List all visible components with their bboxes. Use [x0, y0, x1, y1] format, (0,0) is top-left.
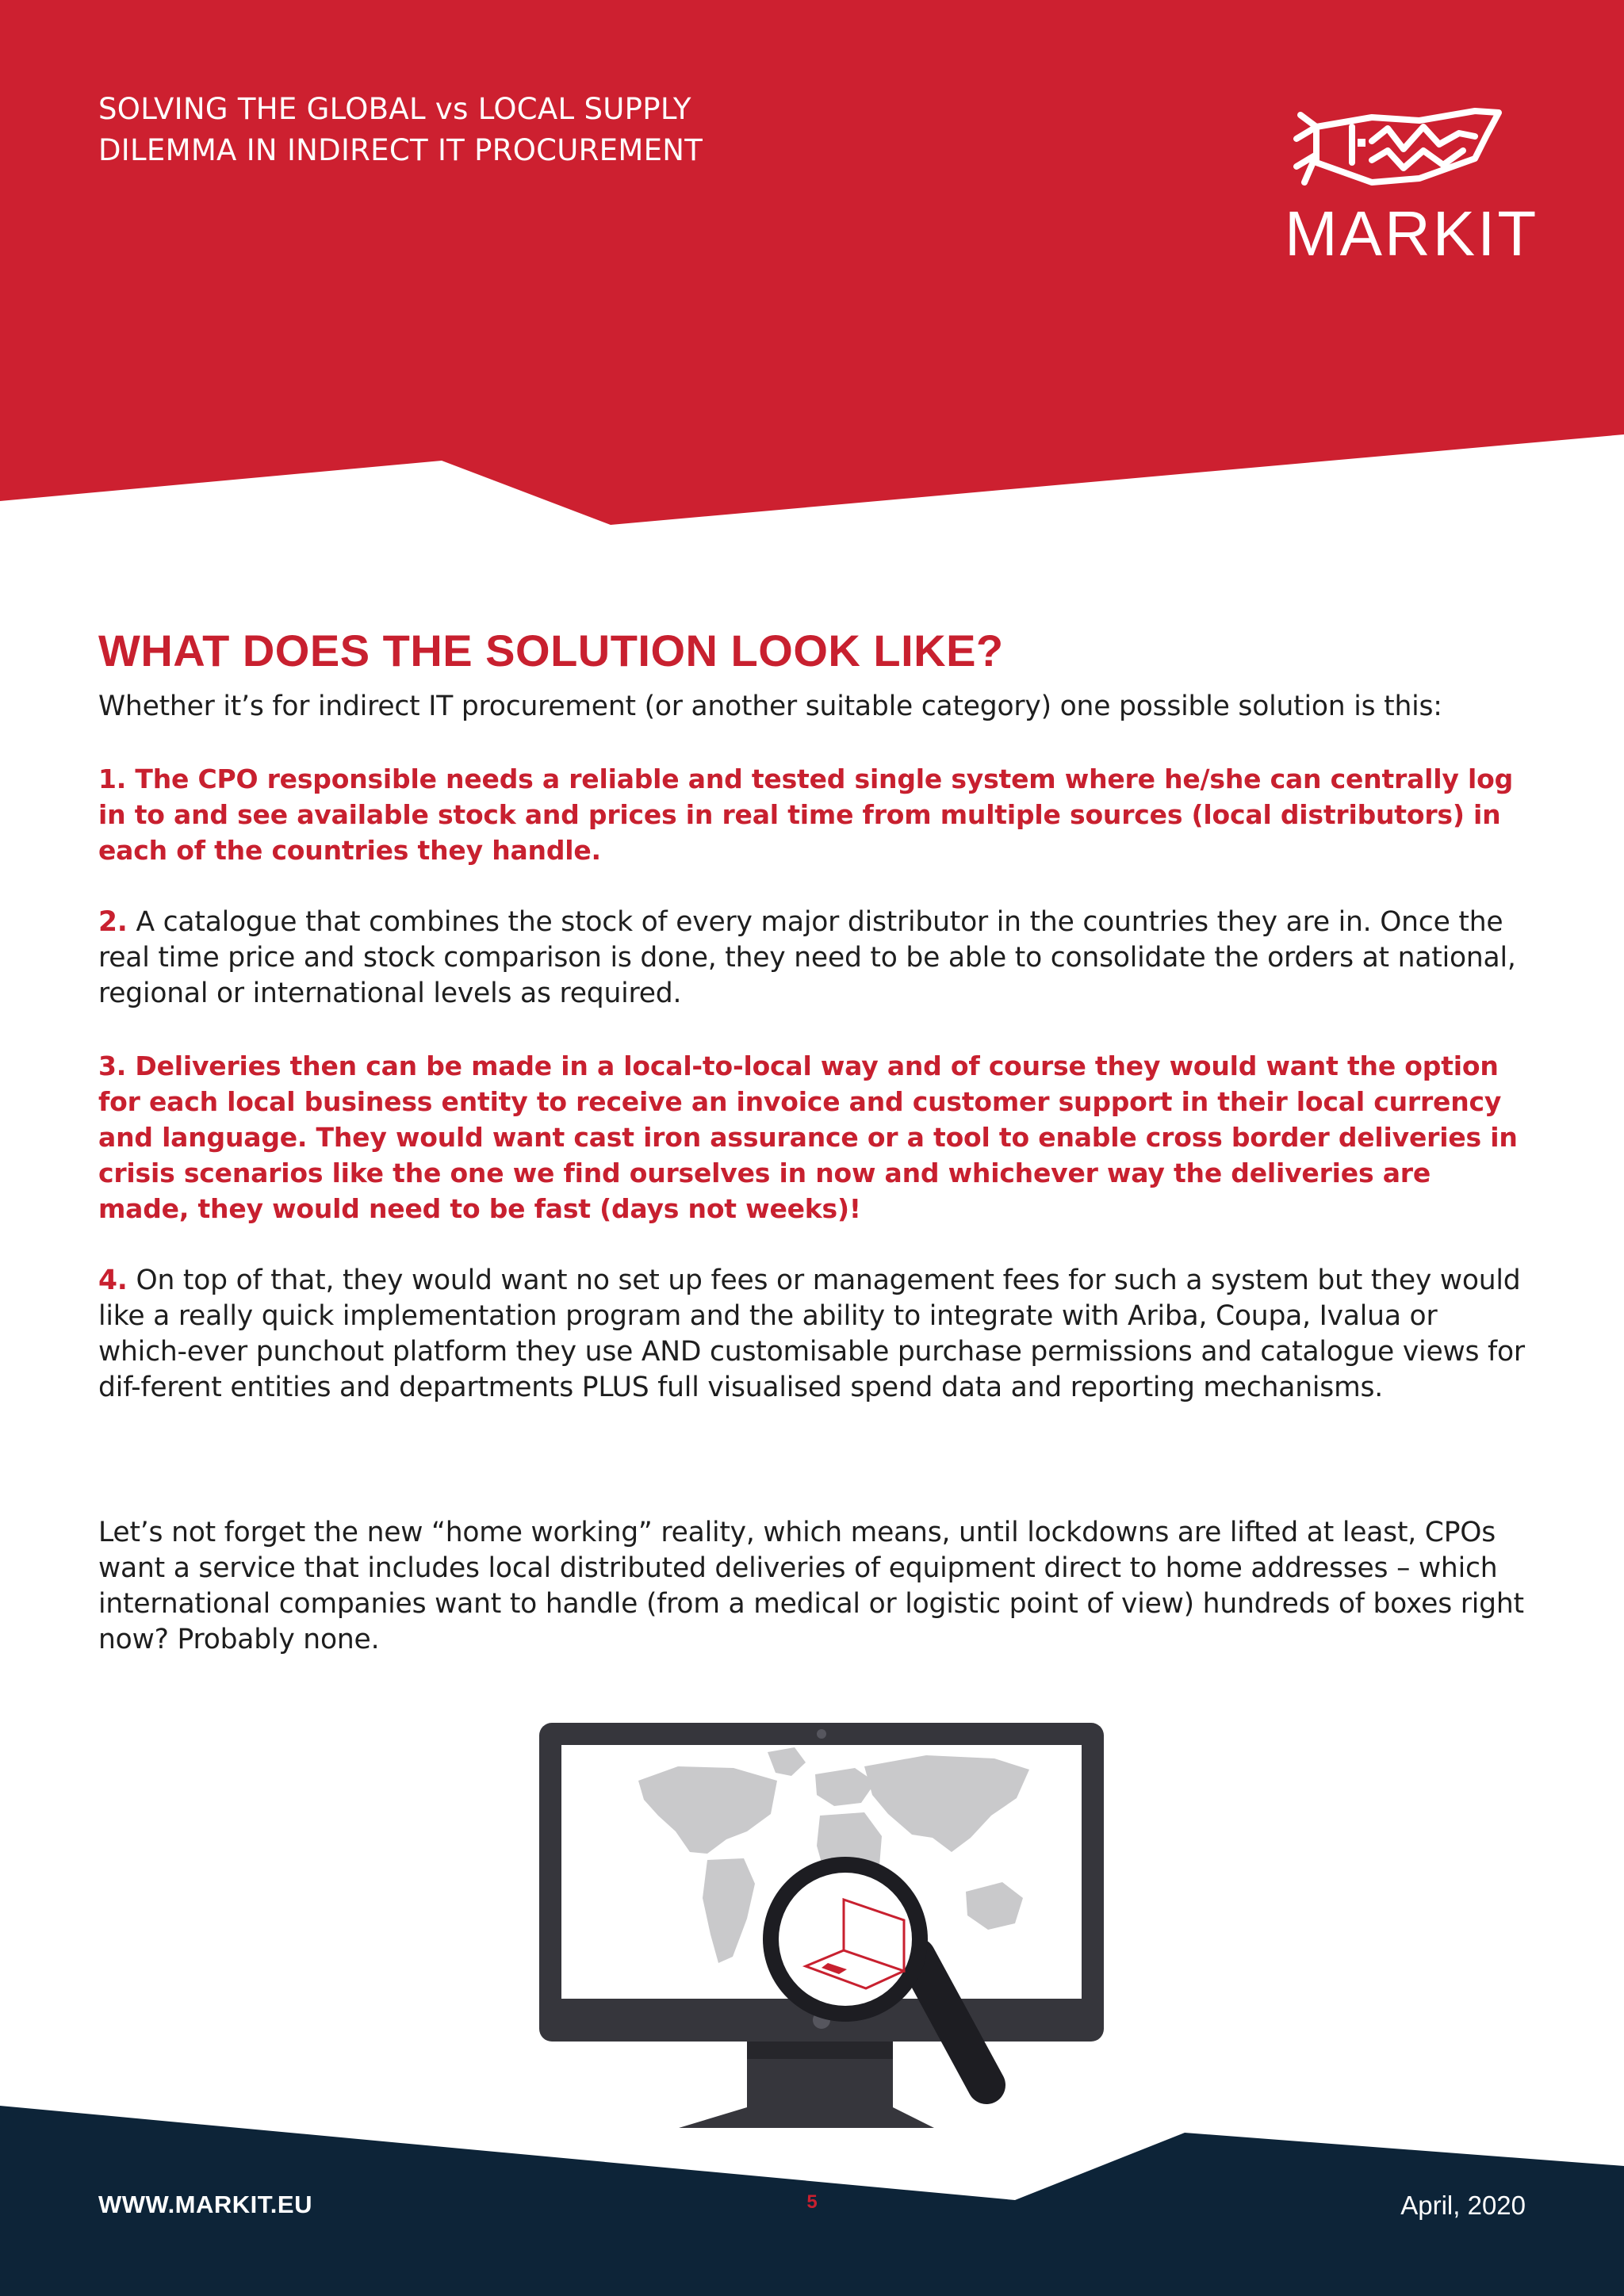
- page-number: 5: [806, 2191, 818, 2213]
- document-title: [98, 89, 891, 171]
- monitor-world-map-magnifier-icon: [539, 1719, 1110, 2143]
- point-4: [98, 1263, 1526, 1406]
- document-title-line-2: DILEMMA IN INDIRECT IT PROCUREMENT: [98, 133, 703, 167]
- main-content: [98, 622, 1526, 1658]
- markit-logo: [1285, 103, 1539, 270]
- section-heading: WHAT DOES THE SOLUTION LOOK LIKE?: [98, 626, 1004, 675]
- point-2: [98, 905, 1526, 1012]
- markit-lizard-icon: [1285, 103, 1530, 198]
- intro-paragraph: Whether it’s for indirect IT procurement (or another suitable category) one possible solution is this:: [98, 691, 1442, 722]
- point-2-number: 2.: [98, 906, 128, 938]
- closing-paragraph: Let’s not forget the new “home working” reality, which means, until lockdowns are lifted at least, CPOs want a service that includes local distributed deliveries of equipment direct to home addresses – which international companies want to handle (from a medical or logistic point of view) hundreds of boxes right now? Probably none.: [98, 1517, 1524, 1655]
- document-title-line-1: SOLVING THE GLOBAL vs LOCAL SUPPLY: [98, 92, 691, 126]
- point-1: 1. The CPO responsible needs a reliable and tested single system where he/she can centrally log in to and see available stock and prices in real time from multiple sources (local distributors) in each of the countries they handle.: [98, 763, 1514, 866]
- point-3: 3. Deliveries then can be made in a local-to-local way and of course they would want the option for each local business entity to receive an invoice and customer support in their local currency and language. They would want cast iron assurance or a tool to enable cross border deliveries in crisis scenarios like the one we find ourselves in now and whichever way the deliveries are made, they would need to be fast (days not weeks)!: [98, 1050, 1518, 1224]
- point-2-text: A catalogue that combines the stock of every major distributor in the countries they are in. Once the real time price and stock comparison is done, they need to be able to consolidate the orders at national, regional or international levels as required.: [98, 906, 1516, 1009]
- footer-website-link[interactable]: WWW.MARKIT.EU: [98, 2191, 312, 2218]
- logo-wordmark: MARKIT: [1285, 198, 1539, 269]
- footer-date: April, 2020: [1400, 2191, 1526, 2220]
- point-4-number: 4.: [98, 1265, 128, 1296]
- point-4-text: On top of that, they would want no set up fees or management fees for such a system but they would like a really quick implementation program and the ability to integrate with Ariba, Coupa, Ivalua or which-ever punchout platform they use AND customisable purchase permissions and catalogue views for dif-ferent entities and departments PLUS full visualised spend data and reporting mechanisms.: [98, 1265, 1525, 1403]
